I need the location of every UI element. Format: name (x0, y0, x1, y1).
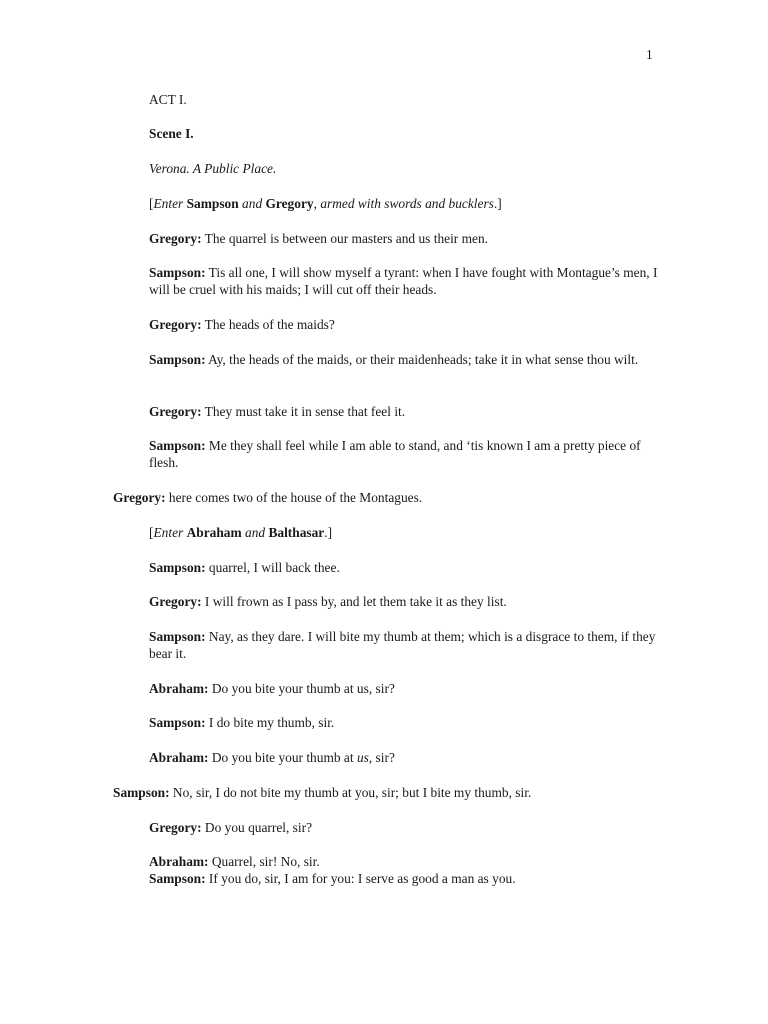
dialogue-text: here comes two of the house of the Montagues. (168, 490, 423, 505)
bracket-open: [ (149, 525, 154, 540)
speaker-name: Sampson: (149, 265, 206, 280)
dialogue-line (149, 680, 669, 697)
stage-direction (149, 195, 669, 212)
scene-setting (149, 160, 669, 177)
dialogue-text: Do you quarrel, sir? (204, 820, 313, 835)
dialogue-text: Ay, the heads of the maids, or their maidenheads; take it in what sense thou wilt. (208, 352, 639, 367)
dialogue-line (149, 749, 669, 766)
speaker-name: Abraham: (149, 854, 209, 869)
dialogue-line (149, 870, 669, 887)
bracket-close: .] (324, 525, 333, 540)
stage-character: Gregory (265, 196, 314, 211)
speaker-name: Sampson: (113, 785, 170, 800)
dialogue-line (149, 264, 669, 298)
dialogue-text: No, sir, I do not bite my thumb at you, sir; but I bite my thumb, sir. (172, 785, 532, 800)
speaker-name: Sampson: (149, 629, 206, 644)
speaker-name: Abraham: (149, 681, 209, 696)
dialogue-text: quarrel, I will back thee. (208, 560, 340, 575)
dialogue-text: I do bite my thumb, sir. (208, 715, 335, 730)
dialogue-text: Nay, as they dare. I will bite my thumb at them; which is a disgrace to them, if they bear it. (149, 629, 656, 661)
dialogue-line (149, 403, 669, 420)
scene-heading (149, 125, 669, 142)
dialogue-text: The heads of the maids? (204, 317, 335, 332)
stage-enter: Enter (153, 525, 184, 540)
bracket-close: .] (493, 196, 502, 211)
speaker-name: Sampson: (149, 715, 206, 730)
dialogue-line (149, 819, 669, 836)
speaker-name: Sampson: (149, 352, 206, 367)
speaker-name: Sampson: (149, 871, 206, 886)
dialogue-text: If you do, sir, I am for you: I serve as good a man as you. (208, 871, 516, 886)
dialogue-line (149, 351, 669, 368)
bracket-open: [ (149, 196, 154, 211)
stage-enter: Enter (153, 196, 184, 211)
dialogue-line (113, 489, 633, 506)
speaker-name: Gregory: (149, 594, 202, 609)
speaker-name: Gregory: (113, 490, 166, 505)
dialogue-line (149, 714, 669, 731)
dialogue-text: Do you bite your thumb at (211, 750, 354, 765)
speaker-name: Gregory: (149, 820, 202, 835)
dialogue-line (149, 593, 669, 610)
speaker-name: Gregory: (149, 317, 202, 332)
dialogue-line (149, 230, 669, 247)
speaker-name: Abraham: (149, 750, 209, 765)
speaker-name: Sampson: (149, 438, 206, 453)
stage-action: armed with swords and bucklers (320, 196, 494, 211)
act-heading: ACT I. (149, 92, 187, 107)
dialogue-line (149, 316, 669, 333)
stage-character: Abraham (186, 525, 242, 540)
dialogue-line (149, 559, 669, 576)
setting-text: Verona. A Public Place. (149, 161, 277, 176)
stage-character: Sampson (186, 196, 239, 211)
emphasis-text: us (356, 750, 369, 765)
scene-title: Scene I. (149, 126, 194, 141)
dialogue-text: , sir? (368, 750, 395, 765)
dialogue-text: Me they shall feel while I am able to stand, and ‘tis known I am a pretty piece of flesh. (149, 438, 641, 470)
dialogue-text: Tis all one, I will show myself a tyrant: when I have fought with Montague’s men, I will be cruel with his maids; I will cut off their heads. (149, 265, 658, 297)
dialogue-line (149, 853, 669, 870)
page-number: 1 (646, 47, 653, 62)
stage-conjunction: and (245, 525, 266, 540)
dialogue-text: Do you bite your thumb at us, sir? (211, 681, 395, 696)
speaker-name: Gregory: (149, 404, 202, 419)
speaker-name: Gregory: (149, 231, 202, 246)
speaker-name: Sampson: (149, 560, 206, 575)
dialogue-text: I will frown as I pass by, and let them take it as they list. (204, 594, 507, 609)
dialogue-line (149, 437, 669, 471)
dialogue-text: They must take it in sense that feel it. (204, 404, 406, 419)
stage-character: Balthasar (268, 525, 325, 540)
dialogue-text: The quarrel is between our masters and us their men. (204, 231, 489, 246)
dialogue-line (149, 628, 669, 662)
dialogue-line (113, 784, 633, 801)
stage-direction (149, 524, 669, 541)
dialogue-text: Quarrel, sir! No, sir. (211, 854, 320, 869)
stage-comma: , (313, 196, 317, 211)
stage-conjunction: and (242, 196, 263, 211)
